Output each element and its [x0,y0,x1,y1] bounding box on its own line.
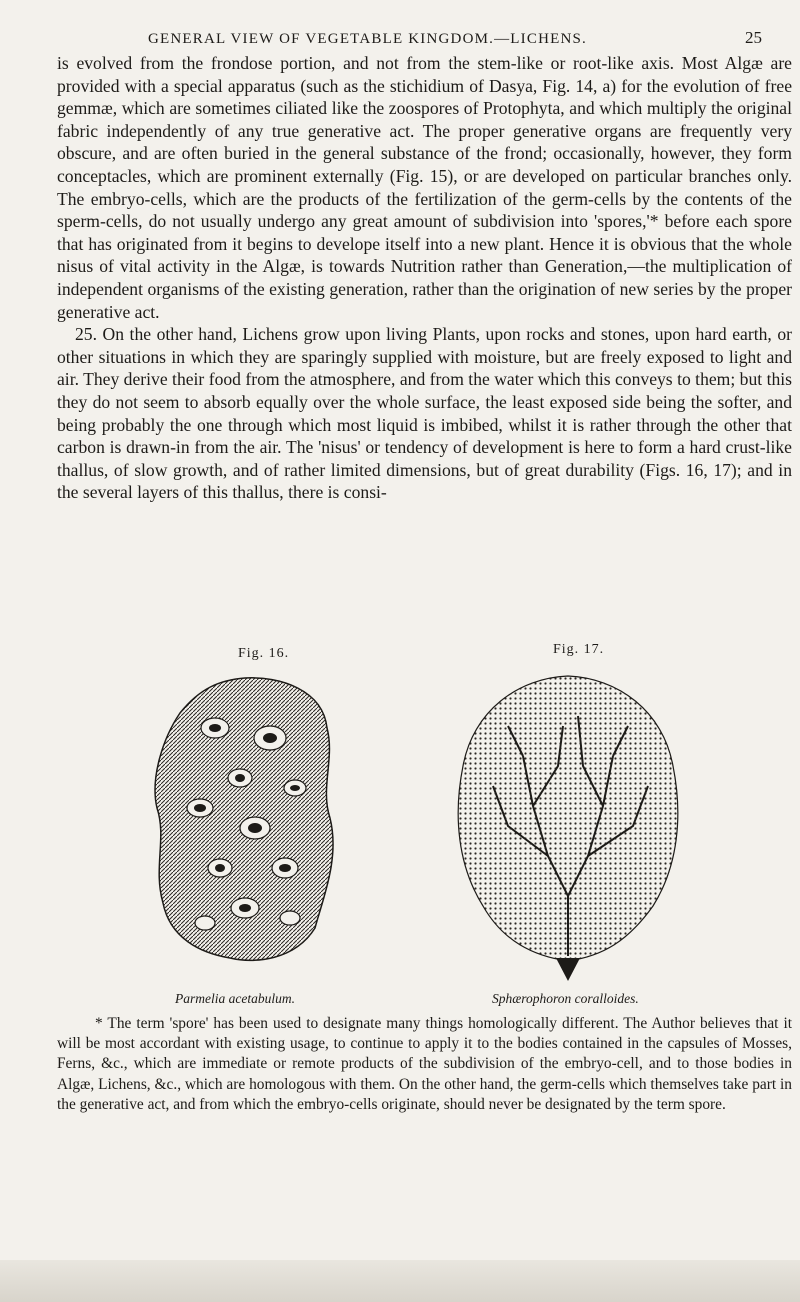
body-text [57,52,792,504]
parmelia-illustration [145,668,345,968]
paragraph-2: 25. On the other hand, Lichens grow upon living Plants, upon rocks and stones, upon hard earth, or other situations in which they are sparingly supplied with moisture, but are freely exposed to light and air. They derive their food from the atmosphere, and from the water which this conveys to them; but this they do not seem to absorb equally over the whole surface, the least exposed side being the softer, and being probably the one through which most liquid is imbibed, whilst it is rather through the other that carbon is drawn-in from the air. The 'nisus' or tendency of development is here to form a hard crust-like thallus, of slow growth, and of rather limited dimensions, but of great durability (Figs. 16, 17); and in the several layers of this thallus, there is consi- [57,324,792,503]
figure-17-label: Fig. 17. [553,642,605,657]
page-number: 25 [745,28,762,47]
figure-16-caption: Parmelia acetabulum. [175,991,295,1006]
figure-16-label: Fig. 16. [238,646,290,661]
page-bottom-margin [0,1260,800,1302]
figure-17-caption: Sphærophoron coralloides. [492,991,639,1006]
figure-row [60,642,790,1006]
sphaerophoron-illustration [438,656,698,986]
page-header [148,12,762,48]
paragraph-1: is evolved from the frondose portion, and not from the stem-like or root-like axis. Most Algæ are provided with a special apparatus (such as the stichidium of Dasya, Fig. 14, a) for the evolution of free gemmæ, which are sometimes ciliated like the zoospores of Protophyta, and which multiply the original fabric independently of any true generative act. The proper generative organs are frequently very obscure, and are often buried in the general substance of the frond; occasionally, however, they form conceptacles, which are prominent externally (Fig. 15), or are developed on particular branches only. The embryo-cells, which are the products of the fertilization of the germ-cells by the contents of the sperm-cells, do not usually undergo any great amount of subdivision into 'spores,'* before each spore that has originated from it begins to develope itself into a new plant. Hence it is obvious that the whole nisus of vital activity in the Algæ, is towards Nutrition rather than Generation,—the multiplication of independent organisms of the existing generation, rather than the origination of new series by the proper generative act. [57,53,792,322]
running-head: GENERAL VIEW OF VEGETABLE KINGDOM.—LICHENS. [148,31,587,47]
footnote: * The term 'spore' has been used to designate many things homologically different. The Author believes that it will be most accordant with existing usage, to continue to apply it to the bodies contained in the capsules of Mosses, Ferns, &c., which are immediate or remote products of the subdivision of the embryo-cell, and to those bodies in Algæ, Lichens, &c., which are homologous with them. On the other hand, the germ-cells which themselves take part in the generative act, and from which the embryo-cells originate, should never be designated by the term spore. [57,1015,792,1113]
